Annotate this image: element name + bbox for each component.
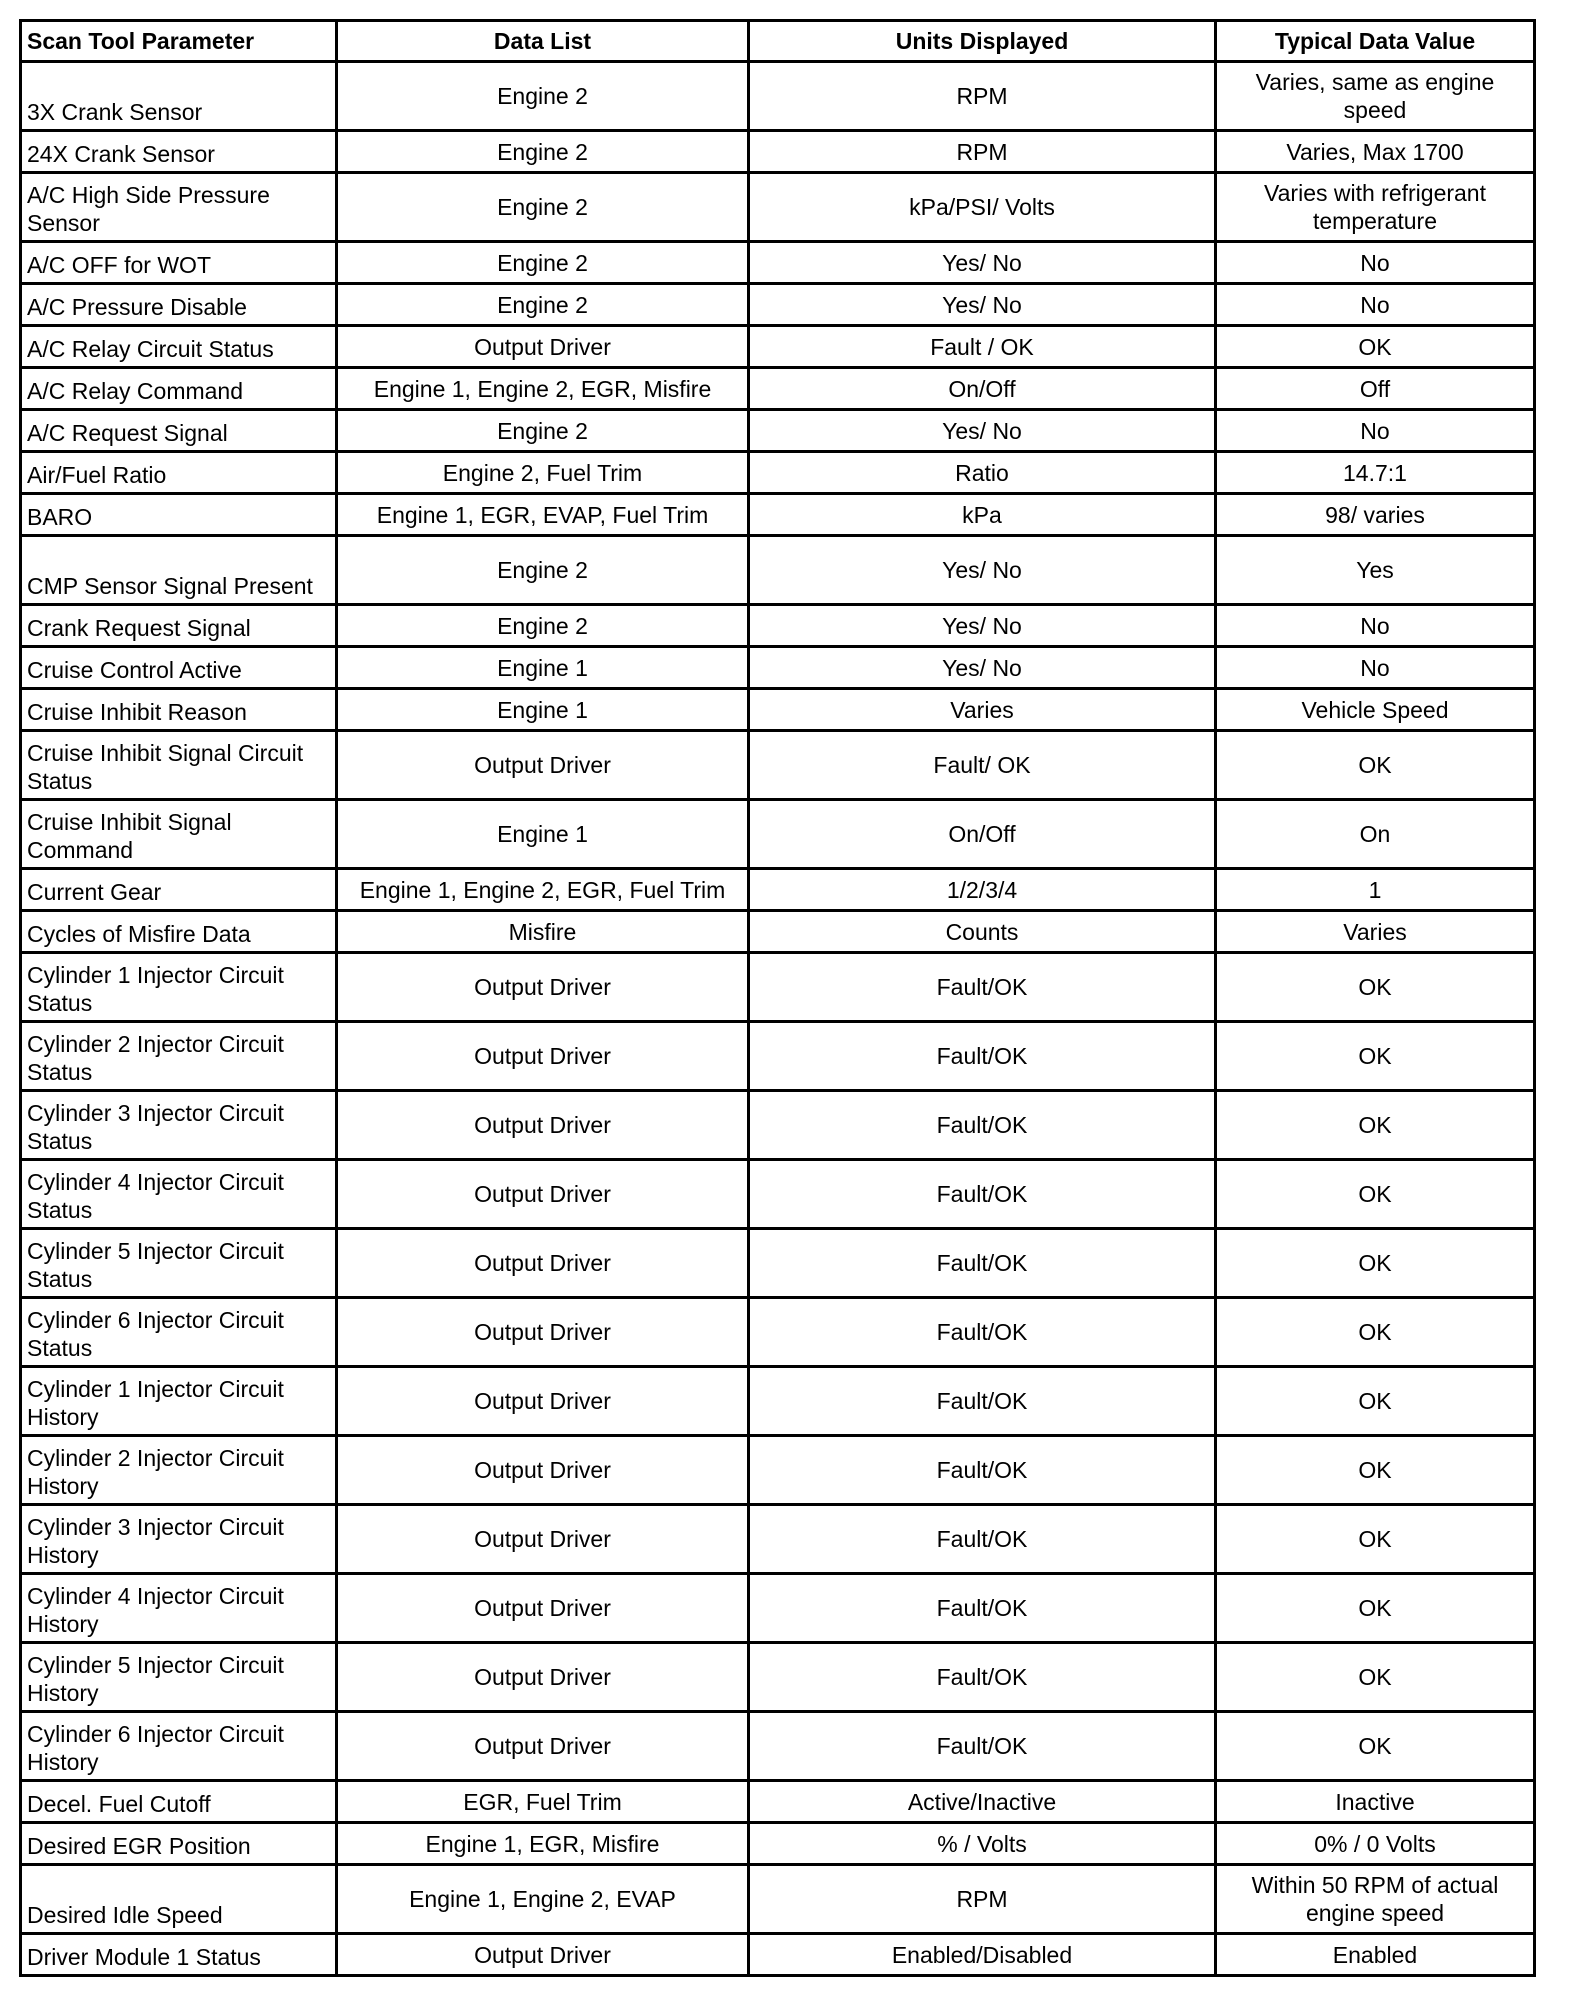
cell-data-list: Output Driver — [337, 1574, 749, 1643]
cell-scan-tool-parameter: Cylinder 2 Injector Circuit Status — [21, 1022, 337, 1091]
cell-typical-data-value: No — [1216, 647, 1535, 689]
table-row — [21, 1436, 1535, 1505]
cell-data-list: Output Driver — [337, 326, 749, 368]
table-row — [21, 284, 1535, 326]
cell-scan-tool-parameter: 3X Crank Sensor — [21, 62, 337, 131]
cell-typical-data-value: OK — [1216, 1091, 1535, 1160]
cell-scan-tool-parameter: Decel. Fuel Cutoff — [21, 1781, 337, 1823]
cell-data-list: Output Driver — [337, 1934, 749, 1976]
cell-scan-tool-parameter: Cylinder 5 Injector Circuit History — [21, 1643, 337, 1712]
table-row — [21, 242, 1535, 284]
cell-typical-data-value: OK — [1216, 731, 1535, 800]
cell-scan-tool-parameter: Desired EGR Position — [21, 1823, 337, 1865]
cell-data-list: Output Driver — [337, 1436, 749, 1505]
cell-units-displayed: Ratio — [749, 452, 1216, 494]
cell-units-displayed: Fault/OK — [749, 1160, 1216, 1229]
table-row — [21, 368, 1535, 410]
cell-typical-data-value: OK — [1216, 1505, 1535, 1574]
table-row — [21, 1091, 1535, 1160]
cell-units-displayed: Varies — [749, 689, 1216, 731]
cell-data-list: Output Driver — [337, 1505, 749, 1574]
cell-typical-data-value: 0% / 0 Volts — [1216, 1823, 1535, 1865]
cell-data-list: Engine 2 — [337, 131, 749, 173]
cell-scan-tool-parameter: A/C Relay Circuit Status — [21, 326, 337, 368]
table-row — [21, 494, 1535, 536]
cell-data-list: Output Driver — [337, 1229, 749, 1298]
cell-data-list: Engine 2 — [337, 536, 749, 605]
cell-scan-tool-parameter: Cylinder 5 Injector Circuit Status — [21, 1229, 337, 1298]
cell-scan-tool-parameter: Driver Module 1 Status — [21, 1934, 337, 1976]
cell-data-list: Engine 1, EGR, Misfire — [337, 1823, 749, 1865]
table-row — [21, 62, 1535, 131]
cell-data-list: Output Driver — [337, 1160, 749, 1229]
cell-units-displayed: Fault/OK — [749, 1229, 1216, 1298]
table-row — [21, 911, 1535, 953]
cell-typical-data-value: Off — [1216, 368, 1535, 410]
cell-units-displayed: Enabled/Disabled — [749, 1934, 1216, 1976]
cell-data-list: Engine 2, Fuel Trim — [337, 452, 749, 494]
cell-data-list: Engine 2 — [337, 284, 749, 326]
cell-typical-data-value: Varies, Max 1700 — [1216, 131, 1535, 173]
cell-units-displayed: Yes/ No — [749, 647, 1216, 689]
cell-scan-tool-parameter: Desired Idle Speed — [21, 1865, 337, 1934]
cell-scan-tool-parameter: Cruise Inhibit Signal Circuit Status — [21, 731, 337, 800]
cell-typical-data-value: OK — [1216, 1712, 1535, 1781]
cell-scan-tool-parameter: Cylinder 3 Injector Circuit History — [21, 1505, 337, 1574]
cell-scan-tool-parameter: Cylinder 6 Injector Circuit Status — [21, 1298, 337, 1367]
cell-units-displayed: Fault/OK — [749, 1574, 1216, 1643]
cell-data-list: Output Driver — [337, 1022, 749, 1091]
cell-scan-tool-parameter: CMP Sensor Signal Present — [21, 536, 337, 605]
table-row — [21, 689, 1535, 731]
cell-scan-tool-parameter: Cylinder 1 Injector Circuit History — [21, 1367, 337, 1436]
cell-units-displayed: Fault / OK — [749, 326, 1216, 368]
cell-data-list: Output Driver — [337, 1643, 749, 1712]
header-units-displayed: Units Displayed — [749, 21, 1216, 62]
table-row — [21, 1574, 1535, 1643]
cell-units-displayed: RPM — [749, 62, 1216, 131]
table-row — [21, 1712, 1535, 1781]
table-row — [21, 605, 1535, 647]
cell-units-displayed: Fault/OK — [749, 1298, 1216, 1367]
cell-units-displayed: % / Volts — [749, 1823, 1216, 1865]
cell-data-list: Engine 2 — [337, 62, 749, 131]
cell-data-list: Engine 1, Engine 2, EVAP — [337, 1865, 749, 1934]
cell-typical-data-value: Inactive — [1216, 1781, 1535, 1823]
table-row — [21, 131, 1535, 173]
cell-data-list: Engine 1, Engine 2, EGR, Misfire — [337, 368, 749, 410]
cell-typical-data-value: OK — [1216, 1298, 1535, 1367]
cell-units-displayed: Fault/OK — [749, 1505, 1216, 1574]
cell-units-displayed: Yes/ No — [749, 284, 1216, 326]
cell-typical-data-value: Varies, same as engine speed — [1216, 62, 1535, 131]
cell-units-displayed: Yes/ No — [749, 410, 1216, 452]
cell-data-list: Engine 2 — [337, 410, 749, 452]
table-row — [21, 1022, 1535, 1091]
cell-units-displayed: kPa/PSI/ Volts — [749, 173, 1216, 242]
cell-scan-tool-parameter: Cruise Control Active — [21, 647, 337, 689]
cell-units-displayed: RPM — [749, 131, 1216, 173]
cell-scan-tool-parameter: BARO — [21, 494, 337, 536]
cell-units-displayed: Fault/OK — [749, 1712, 1216, 1781]
cell-units-displayed: Counts — [749, 911, 1216, 953]
table-row — [21, 1160, 1535, 1229]
cell-scan-tool-parameter: Cylinder 1 Injector Circuit Status — [21, 953, 337, 1022]
scan-tool-parameter-table — [19, 19, 1536, 1977]
cell-typical-data-value: OK — [1216, 953, 1535, 1022]
cell-typical-data-value: OK — [1216, 326, 1535, 368]
cell-data-list: Output Driver — [337, 731, 749, 800]
cell-typical-data-value: OK — [1216, 1229, 1535, 1298]
cell-scan-tool-parameter: A/C Pressure Disable — [21, 284, 337, 326]
cell-units-displayed: Fault/OK — [749, 1643, 1216, 1712]
cell-typical-data-value: Varies — [1216, 911, 1535, 953]
cell-units-displayed: Fault/ OK — [749, 731, 1216, 800]
cell-scan-tool-parameter: Cylinder 3 Injector Circuit Status — [21, 1091, 337, 1160]
header-scan-tool-parameter: Scan Tool Parameter — [21, 21, 337, 62]
table-row — [21, 452, 1535, 494]
cell-typical-data-value: No — [1216, 410, 1535, 452]
cell-scan-tool-parameter: Cruise Inhibit Signal Command — [21, 800, 337, 869]
cell-units-displayed: Fault/OK — [749, 953, 1216, 1022]
cell-data-list: Engine 1 — [337, 800, 749, 869]
cell-typical-data-value: Enabled — [1216, 1934, 1535, 1976]
cell-scan-tool-parameter: Current Gear — [21, 869, 337, 911]
cell-units-displayed: 1/2/3/4 — [749, 869, 1216, 911]
table-row — [21, 173, 1535, 242]
cell-units-displayed: Active/Inactive — [749, 1781, 1216, 1823]
cell-scan-tool-parameter: Cylinder 4 Injector Circuit Status — [21, 1160, 337, 1229]
cell-units-displayed: Yes/ No — [749, 605, 1216, 647]
cell-typical-data-value: Varies with refrigerant temperature — [1216, 173, 1535, 242]
cell-data-list: Misfire — [337, 911, 749, 953]
table-row — [21, 1865, 1535, 1934]
cell-data-list: Engine 2 — [337, 173, 749, 242]
cell-typical-data-value: OK — [1216, 1436, 1535, 1505]
table-row — [21, 647, 1535, 689]
cell-data-list: Output Driver — [337, 1712, 749, 1781]
header-data-list: Data List — [337, 21, 749, 62]
table-row — [21, 1781, 1535, 1823]
cell-data-list: Engine 1, EGR, EVAP, Fuel Trim — [337, 494, 749, 536]
header-typical-data-value: Typical Data Value — [1216, 21, 1535, 62]
table-row — [21, 731, 1535, 800]
cell-scan-tool-parameter: Cylinder 2 Injector Circuit History — [21, 1436, 337, 1505]
cell-typical-data-value: Vehicle Speed — [1216, 689, 1535, 731]
cell-units-displayed: On/Off — [749, 800, 1216, 869]
cell-typical-data-value: OK — [1216, 1022, 1535, 1091]
cell-scan-tool-parameter: A/C Request Signal — [21, 410, 337, 452]
cell-units-displayed: Yes/ No — [749, 536, 1216, 605]
cell-data-list: Output Driver — [337, 953, 749, 1022]
cell-units-displayed: kPa — [749, 494, 1216, 536]
cell-scan-tool-parameter: Cylinder 4 Injector Circuit History — [21, 1574, 337, 1643]
cell-data-list: Engine 2 — [337, 242, 749, 284]
cell-typical-data-value: Within 50 RPM of actual engine speed — [1216, 1865, 1535, 1934]
cell-typical-data-value: OK — [1216, 1643, 1535, 1712]
table-row — [21, 1823, 1535, 1865]
table-row — [21, 1934, 1535, 1976]
cell-scan-tool-parameter: 24X Crank Sensor — [21, 131, 337, 173]
cell-typical-data-value: No — [1216, 605, 1535, 647]
cell-typical-data-value: OK — [1216, 1160, 1535, 1229]
cell-typical-data-value: 98/ varies — [1216, 494, 1535, 536]
cell-data-list: Engine 1 — [337, 689, 749, 731]
cell-typical-data-value: 1 — [1216, 869, 1535, 911]
table-row — [21, 536, 1535, 605]
cell-units-displayed: RPM — [749, 1865, 1216, 1934]
cell-data-list: Output Driver — [337, 1367, 749, 1436]
table-row — [21, 1229, 1535, 1298]
cell-scan-tool-parameter: Cylinder 6 Injector Circuit History — [21, 1712, 337, 1781]
table-row — [21, 410, 1535, 452]
cell-data-list: EGR, Fuel Trim — [337, 1781, 749, 1823]
cell-scan-tool-parameter: Crank Request Signal — [21, 605, 337, 647]
cell-scan-tool-parameter: Cruise Inhibit Reason — [21, 689, 337, 731]
cell-units-displayed: On/Off — [749, 368, 1216, 410]
cell-typical-data-value: On — [1216, 800, 1535, 869]
cell-data-list: Output Driver — [337, 1298, 749, 1367]
cell-typical-data-value: No — [1216, 284, 1535, 326]
table-row — [21, 1505, 1535, 1574]
cell-units-displayed: Yes/ No — [749, 242, 1216, 284]
table-row — [21, 1298, 1535, 1367]
cell-scan-tool-parameter: Cycles of Misfire Data — [21, 911, 337, 953]
cell-units-displayed: Fault/OK — [749, 1436, 1216, 1505]
cell-scan-tool-parameter: A/C OFF for WOT — [21, 242, 337, 284]
cell-scan-tool-parameter: Air/Fuel Ratio — [21, 452, 337, 494]
table-row — [21, 953, 1535, 1022]
cell-typical-data-value: Yes — [1216, 536, 1535, 605]
cell-scan-tool-parameter: A/C Relay Command — [21, 368, 337, 410]
header-row — [21, 21, 1535, 62]
table-row — [21, 1367, 1535, 1436]
cell-data-list: Engine 1, Engine 2, EGR, Fuel Trim — [337, 869, 749, 911]
cell-units-displayed: Fault/OK — [749, 1091, 1216, 1160]
cell-typical-data-value: OK — [1216, 1367, 1535, 1436]
cell-units-displayed: Fault/OK — [749, 1367, 1216, 1436]
cell-data-list: Output Driver — [337, 1091, 749, 1160]
cell-typical-data-value: No — [1216, 242, 1535, 284]
table-row — [21, 869, 1535, 911]
cell-scan-tool-parameter: A/C High Side Pressure Sensor — [21, 173, 337, 242]
table-row — [21, 326, 1535, 368]
cell-data-list: Engine 2 — [337, 605, 749, 647]
cell-data-list: Engine 1 — [337, 647, 749, 689]
table-row — [21, 1643, 1535, 1712]
cell-typical-data-value: 14.7:1 — [1216, 452, 1535, 494]
cell-typical-data-value: OK — [1216, 1574, 1535, 1643]
cell-units-displayed: Fault/OK — [749, 1022, 1216, 1091]
table-row — [21, 800, 1535, 869]
